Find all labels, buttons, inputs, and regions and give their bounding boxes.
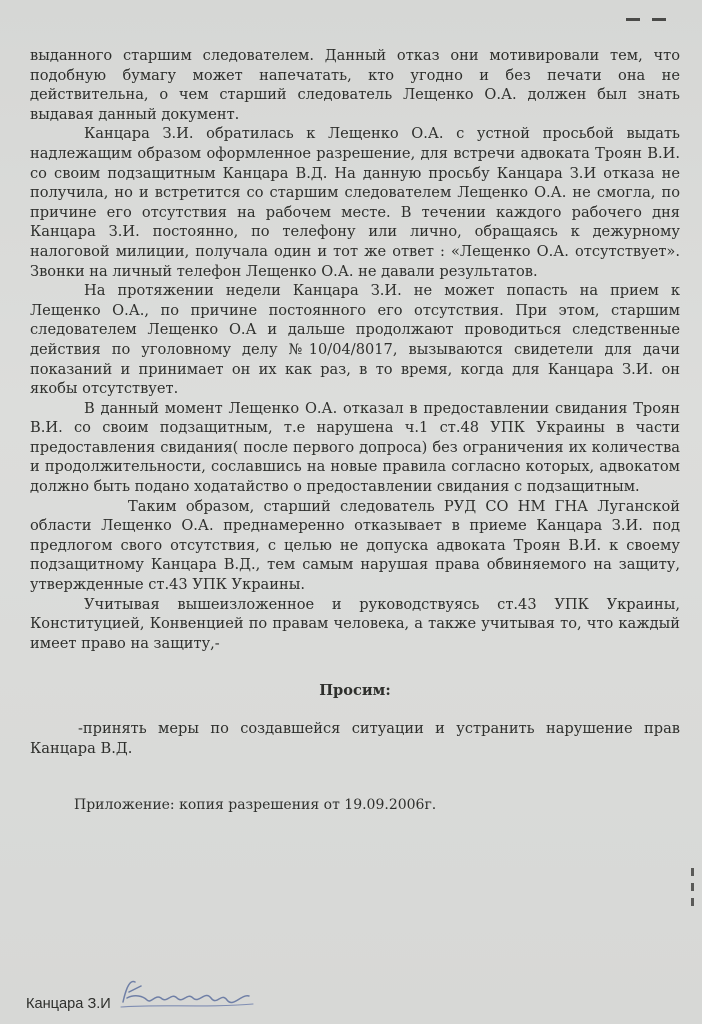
appendix-line: Приложение: копия разрешения от 19.09.2006г. — [74, 797, 437, 814]
paragraph-6: Учитывая вышеизложенное и руководствуясь ст.43 УПК Украины, Конституцией, Конвенцией по правам человека, а также учитывая то, что каждый имеет право на защиту,- — [30, 595, 680, 652]
paragraph-2: Канцара З.И. обратилась к Лещенко О.А. с устной просьбой выдать надлежащим образом оформленное разрешение, для встречи адвоката Троян В.И. со своим подзащитным Канцара В.Д. На данную просьбу Канцара З.И отказа не получила, но и встретится со старшим следователем Лещенко О.А. не смогла, по причине его отсутствия на рабочем месте. В течении каждого рабочего дня Канцара З.И. постоянно, по телефону или лично, обращаясь к дежурному налоговой милиции, получала один и тот же ответ : «Лещенко О.А. отсутствует». Звонки на личный телефон Лещенко О.А. не давали результатов. — [30, 125, 680, 280]
signature-block — [26, 974, 257, 1012]
paragraph-4: В данный момент Лещенко О.А. отказал в предоставлении свидания Троян В.И. со своим подзащитным, т.е нарушена ч.1 ст.48 УПК Украины в части предоставления свидания( после первого допроса) без ограничения их количества и продолжительности, сославшись на новые правила согласно которых, адвокатом должно быть подано ходатайство о предоставлении свидания с подзащитным. — [30, 399, 680, 496]
document-body — [30, 46, 680, 816]
handwritten-signature — [117, 974, 257, 1012]
edge-marks — [691, 868, 694, 913]
paragraph-5: Таким образом, старший следователь РУД СО НМ ГНА Луганской области Лещенко О.А. преднамеренно отказывает в приеме Канцара З.И. под предлогом свого отсутствия, с целью не допуска адвоката Троян В.И. к своему подзащитному Канцара В.Д., тем самым нарушая права обвиняемого на защиту, утвержденные ст.43 УПК Украины. — [30, 497, 680, 594]
request-text: -принять меры по создавшейся ситуации и устранить нарушение прав Канцара В.Д. — [30, 720, 680, 757]
page-top-marks — [614, 6, 666, 25]
request-heading: Просим: — [319, 682, 391, 700]
signatory-name: Канцара З.И — [26, 996, 111, 1012]
paragraph-1: выданного старшим следователем. Данный отказ они мотивировали тем, что подобную бумагу может напечатать, кто угодно и без печати она не действительна, о чем старший следователь Лещенко О.А. должен был знать выдавая данный документ. — [30, 47, 680, 123]
paragraph-3: На протяжении недели Канцара З.И. не может попасть на прием к Лещенко О.А., по причине постоянного его отсутствия. При этом, старшим следователем Лещенко О.А и дальше продолжают проводиться следственные действия по уголовному делу №10/04/8017, вызываются свидетели для дачи показаний и принимает он их как раз, в то время, когда для Канцара З.И. он якобы отсутствует. — [30, 282, 680, 398]
